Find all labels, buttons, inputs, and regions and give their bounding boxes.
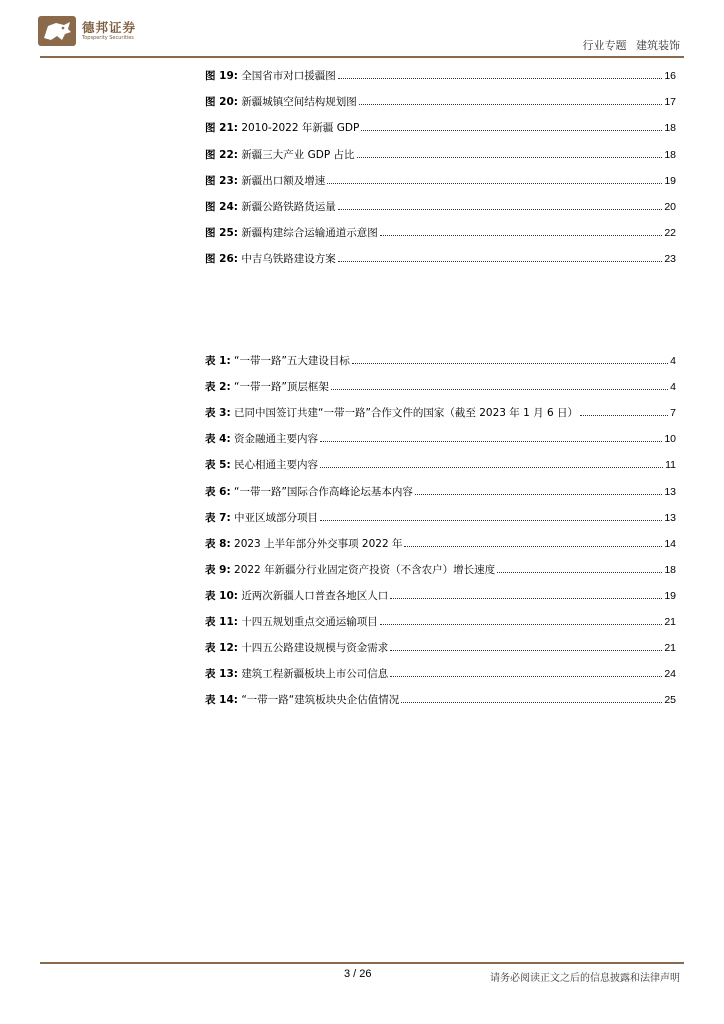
category-label: 行业专题 [582,39,627,52]
toc-dot-leader [361,129,662,131]
table-toc-entry[interactable] [205,615,676,629]
table-toc-entry[interactable] [205,563,676,577]
table-toc-entry[interactable] [205,485,676,499]
toc-entry-number: 表 6: [205,485,231,498]
toc-dot-leader [380,623,663,625]
logo-english-name: Topsperity Securities [82,35,134,41]
figure-toc-entry[interactable] [205,252,676,266]
toc-dot-leader [320,466,663,468]
toc-entry-number: 图 23: [205,174,238,187]
rhino-logo-icon [38,16,76,46]
toc-dot-leader [401,701,662,703]
toc-entry-text: 全国省市对口援疆图 [241,70,336,82]
toc-page-number: 19 [664,589,676,602]
table-toc-entry[interactable] [205,380,676,394]
toc-entry-number: 图 22: [205,148,238,161]
figure-toc-entry[interactable] [205,121,676,135]
logo-chinese-name: 德邦证券 [82,20,137,35]
toc-entry-title [205,252,336,266]
toc-entry-text: 新疆构建综合运输通道示意图 [241,227,378,240]
toc-entry-text: 新疆城镇空间结构规划图 [241,96,357,109]
toc-entry-title [205,354,350,368]
toc-entry-text: 已同中国签订共建“一带一路”合作文件的国家（截至 2023 年 1 月 6 日） [234,407,579,420]
toc-entry-title [205,641,388,655]
table-toc-entry[interactable] [205,589,676,603]
toc-entry-text: 2010-2022 年新疆 GDP [241,122,360,135]
toc-entry-number: 图 24: [205,201,238,213]
toc-dot-leader [338,208,663,210]
toc-entry-text: 建筑工程新疆板块上市公司信息 [241,668,389,681]
sector-label: 建筑装饰 [636,39,680,52]
toc-entry-number: 表 9: [205,563,231,576]
toc-entry-number: 表 2: [205,381,231,394]
disclaimer-note: 请务必阅读正文之后的信息披露和法律声明 [490,973,680,984]
toc-entry-title [205,380,329,394]
toc-dot-leader [390,675,662,677]
toc-entry-number: 表 11: [205,616,238,628]
toc-entry-text: 新疆三大产业 GDP 占比 [241,148,355,161]
toc-dot-leader [338,260,663,262]
toc-page-number: 18 [664,148,676,161]
table-toc-entry[interactable] [205,432,676,446]
toc-entry-text: 新疆公路铁路货运量 [241,201,336,213]
toc-page-number: 23 [664,253,676,266]
toc-entry-title [205,615,378,629]
toc-entry-number: 表 13: [205,668,238,681]
toc-entry-text: “一带一路“建筑板块央企估值情况 [241,694,400,707]
toc-entry-title [205,589,388,603]
toc-entry-number: 图 21: [205,122,238,135]
toc-dot-leader [357,156,663,158]
toc-dot-leader [380,234,663,236]
toc-page-number: 13 [664,485,676,498]
toc-entry-text: 中亚区域部分项目 [234,511,319,524]
toc-dot-leader [320,519,662,521]
toc-entry-text: “一带一路”顶层框架 [234,381,329,394]
toc-entry-title [205,563,495,577]
toc-page-number: 10 [664,433,676,446]
toc-dot-leader [415,493,662,495]
table-toc-entry[interactable] [205,641,676,655]
toc-entry-title [205,537,402,551]
toc-dot-leader [320,440,662,442]
toc-page-number: 17 [664,96,676,109]
toc-entry-text: 近两次新疆人口普查各地区人口 [241,589,389,602]
toc-page-number: 11 [665,459,676,472]
toc-entry-title [205,174,325,188]
toc-dot-leader [359,103,663,105]
toc-entry-number: 图 19: [205,70,238,82]
toc-entry-title [205,69,336,83]
toc-entry-number: 表 4: [205,433,231,446]
toc-entry-title [205,200,336,214]
table-toc-entry[interactable] [205,406,676,420]
toc-entry-title [205,406,578,420]
toc-entry-number: 表 10: [205,589,238,602]
page-number: 3 / 26 [344,968,372,980]
toc-entry-number: 表 8: [205,537,231,550]
toc-dot-leader [580,414,668,416]
toc-entry-title [205,667,388,681]
table-toc-entry[interactable] [205,537,676,551]
toc-entry-text: 民心相通主要内容 [234,459,319,472]
table-toc-entry[interactable] [205,354,676,368]
toc-entry-text: 十四五公路建设规模与资金需求 [241,642,389,655]
toc-page-number: 21 [664,642,676,655]
toc-entry-title [205,485,413,499]
toc-dot-leader [327,182,662,184]
toc-dot-leader [497,571,662,573]
toc-page-number: 18 [664,122,676,135]
toc-entry-text: 资金融通主要内容 [234,433,319,446]
toc-entry-number: 表 7: [205,511,231,524]
figure-toc-entry[interactable] [205,95,676,109]
toc-page-number: 24 [664,668,676,681]
toc-dot-leader [331,388,668,390]
toc-entry-number: 图 26: [205,253,238,266]
toc-page-number: 25 [664,694,676,707]
toc-entry-text: 十四五规划重点交通运输项目 [241,616,378,628]
figure-toc-entry[interactable] [205,148,676,162]
figure-toc-entry[interactable] [205,226,676,240]
header-divider [40,56,684,58]
figure-toc-entry[interactable] [205,200,676,214]
toc-page-number: 22 [664,227,676,240]
toc-entry-number: 表 12: [205,642,238,655]
toc-entry-title [205,693,399,707]
toc-page-number: 21 [664,616,676,628]
toc-entry-number: 表 1: [205,355,231,367]
toc-entry-text: “一带一路”国际合作高峰论坛基本内容 [234,485,413,498]
table-toc-entry[interactable] [205,511,676,525]
toc-page-number: 14 [664,537,676,550]
table-toc-entry[interactable] [205,458,676,472]
toc-dot-leader [352,362,668,364]
toc-entry-title [205,511,318,525]
toc-page-number: 4 [670,381,676,394]
toc-entry-number: 表 14: [205,694,238,707]
toc-dot-leader [390,649,662,651]
toc-page-number: 20 [664,201,676,213]
toc-entry-text: “一带一路”五大建设目标 [234,355,350,367]
toc-entry-title [205,458,318,472]
toc-entry-title [205,432,318,446]
toc-page-number: 16 [664,70,676,82]
toc-page-number: 13 [664,511,676,524]
toc-entry-number: 图 25: [205,227,238,240]
toc-entry-number: 表 5: [205,459,231,472]
toc-page-number: 4 [670,355,676,367]
footer-divider [40,962,684,964]
toc-page-number: 19 [664,174,676,187]
toc-dot-leader [338,77,663,79]
toc-page-number: 7 [670,407,676,420]
toc-entry-text: 2022 年新疆分行业固定资产投资（不含农户）增长速度 [234,563,496,576]
company-logo [38,14,168,50]
toc-entry-title [205,121,359,135]
toc-dot-leader [404,545,662,547]
toc-entry-title [205,226,378,240]
toc-entry-text: 中吉乌铁路建设方案 [241,253,336,266]
toc-entry-text: 2023 上半年部分外交事项 2022 年 [234,537,403,550]
report-category [583,37,681,53]
toc-entry-number: 表 3: [205,407,231,420]
toc-entry-text: 新疆出口额及增速 [241,174,326,187]
toc-page-number: 18 [664,563,676,576]
table-toc-entry[interactable] [205,693,676,707]
toc-dot-leader [390,597,662,599]
toc-entry-title [205,148,355,162]
toc-entry-number: 图 20: [205,96,238,109]
toc-entry-title [205,95,357,109]
figure-toc-entry[interactable] [205,174,676,188]
table-toc-entry[interactable] [205,667,676,681]
figure-toc-entry[interactable] [205,69,676,83]
